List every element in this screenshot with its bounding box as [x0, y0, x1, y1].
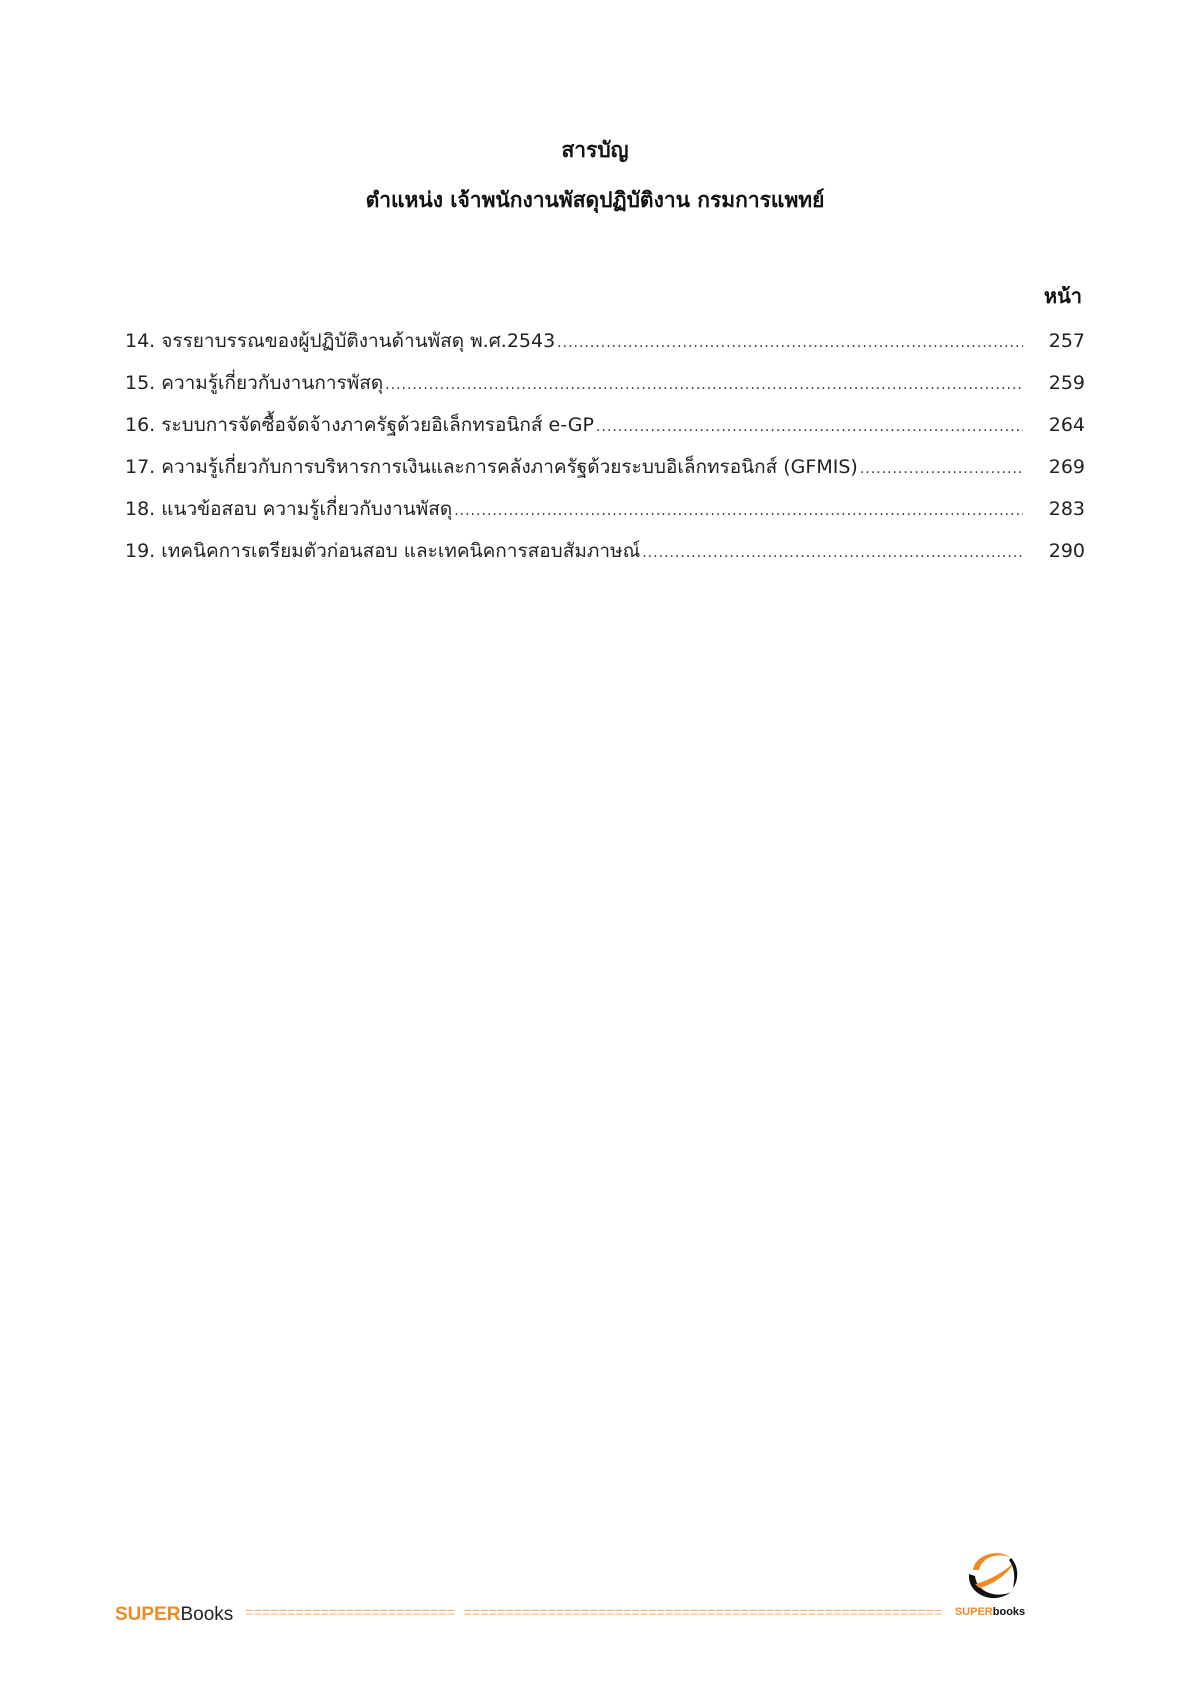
page-title: สารบัญ: [561, 138, 629, 162]
dot-leader: [642, 545, 1023, 561]
toc-entry-page: 264: [1048, 414, 1085, 436]
toc-entry-15[interactable]: [125, 368, 1085, 410]
footer-brand-books: Books: [180, 1604, 234, 1625]
toc-entry-page: 290: [1048, 540, 1085, 562]
dot-leader: [860, 461, 1023, 477]
table-of-contents: [125, 326, 1085, 578]
dot-leader: [454, 503, 1023, 519]
logo-super: SUPER: [954, 1606, 993, 1618]
toc-entry-title: 17. ความรู้เกี่ยวกับการบริหารการเงินและการคลังภาครัฐด้วยระบบอิเล็กทรอนิกส์ (GFMIS): [125, 456, 858, 478]
toc-entry-title: 18. แนวข้อสอบ ความรู้เกี่ยวกับงานพัสดุ: [125, 498, 453, 520]
logo-books: books: [992, 1606, 1026, 1618]
toc-entry-title: 16. ระบบการจัดซื้อจัดจ้างภาครัฐด้วยอิเล็กทรอนิกส์ e-GP: [125, 414, 594, 436]
toc-entry-title: 19. เทคนิคการเตรียมตัวก่อนสอบ และเทคนิคการสอบสัมภาษณ์: [125, 540, 641, 562]
footer-brand-super: SUPER: [115, 1604, 181, 1625]
dot-leader: [385, 377, 1023, 393]
toc-entry-page: 257: [1048, 330, 1085, 352]
page-footer: [115, 1592, 1055, 1632]
dot-leader: [596, 419, 1023, 435]
superbooks-logo: [945, 1544, 1035, 1628]
toc-entry-page: 283: [1048, 498, 1085, 520]
toc-entry-page: 259: [1048, 372, 1085, 394]
logo-wordmark: [945, 1606, 1035, 1618]
page-subtitle: ตำแหน่ง เจ้าพนักงานพัสดุปฏิบัติงาน กรมการแพทย์: [365, 188, 825, 212]
toc-entry-title: 15. ความรู้เกี่ยวกับงานการพัสดุ: [125, 372, 384, 394]
footer-divider: [245, 1606, 943, 1622]
page-column-label: หน้า: [1043, 284, 1082, 308]
logo-swoosh-icon: [945, 1544, 1035, 1610]
toc-entry-18[interactable]: [125, 494, 1085, 536]
dot-leader: [557, 335, 1023, 351]
toc-entry-page: 269: [1048, 456, 1085, 478]
footer-brand: [115, 1604, 233, 1626]
toc-entry-16[interactable]: [125, 410, 1085, 452]
toc-entry-title: 14. จรรยาบรรณของผู้ปฏิบัติงานด้านพัสดุ พ.ศ.2543: [125, 330, 556, 352]
toc-entry-14[interactable]: [125, 326, 1085, 368]
toc-entry-19[interactable]: [125, 536, 1085, 578]
toc-entry-17[interactable]: [125, 452, 1085, 494]
